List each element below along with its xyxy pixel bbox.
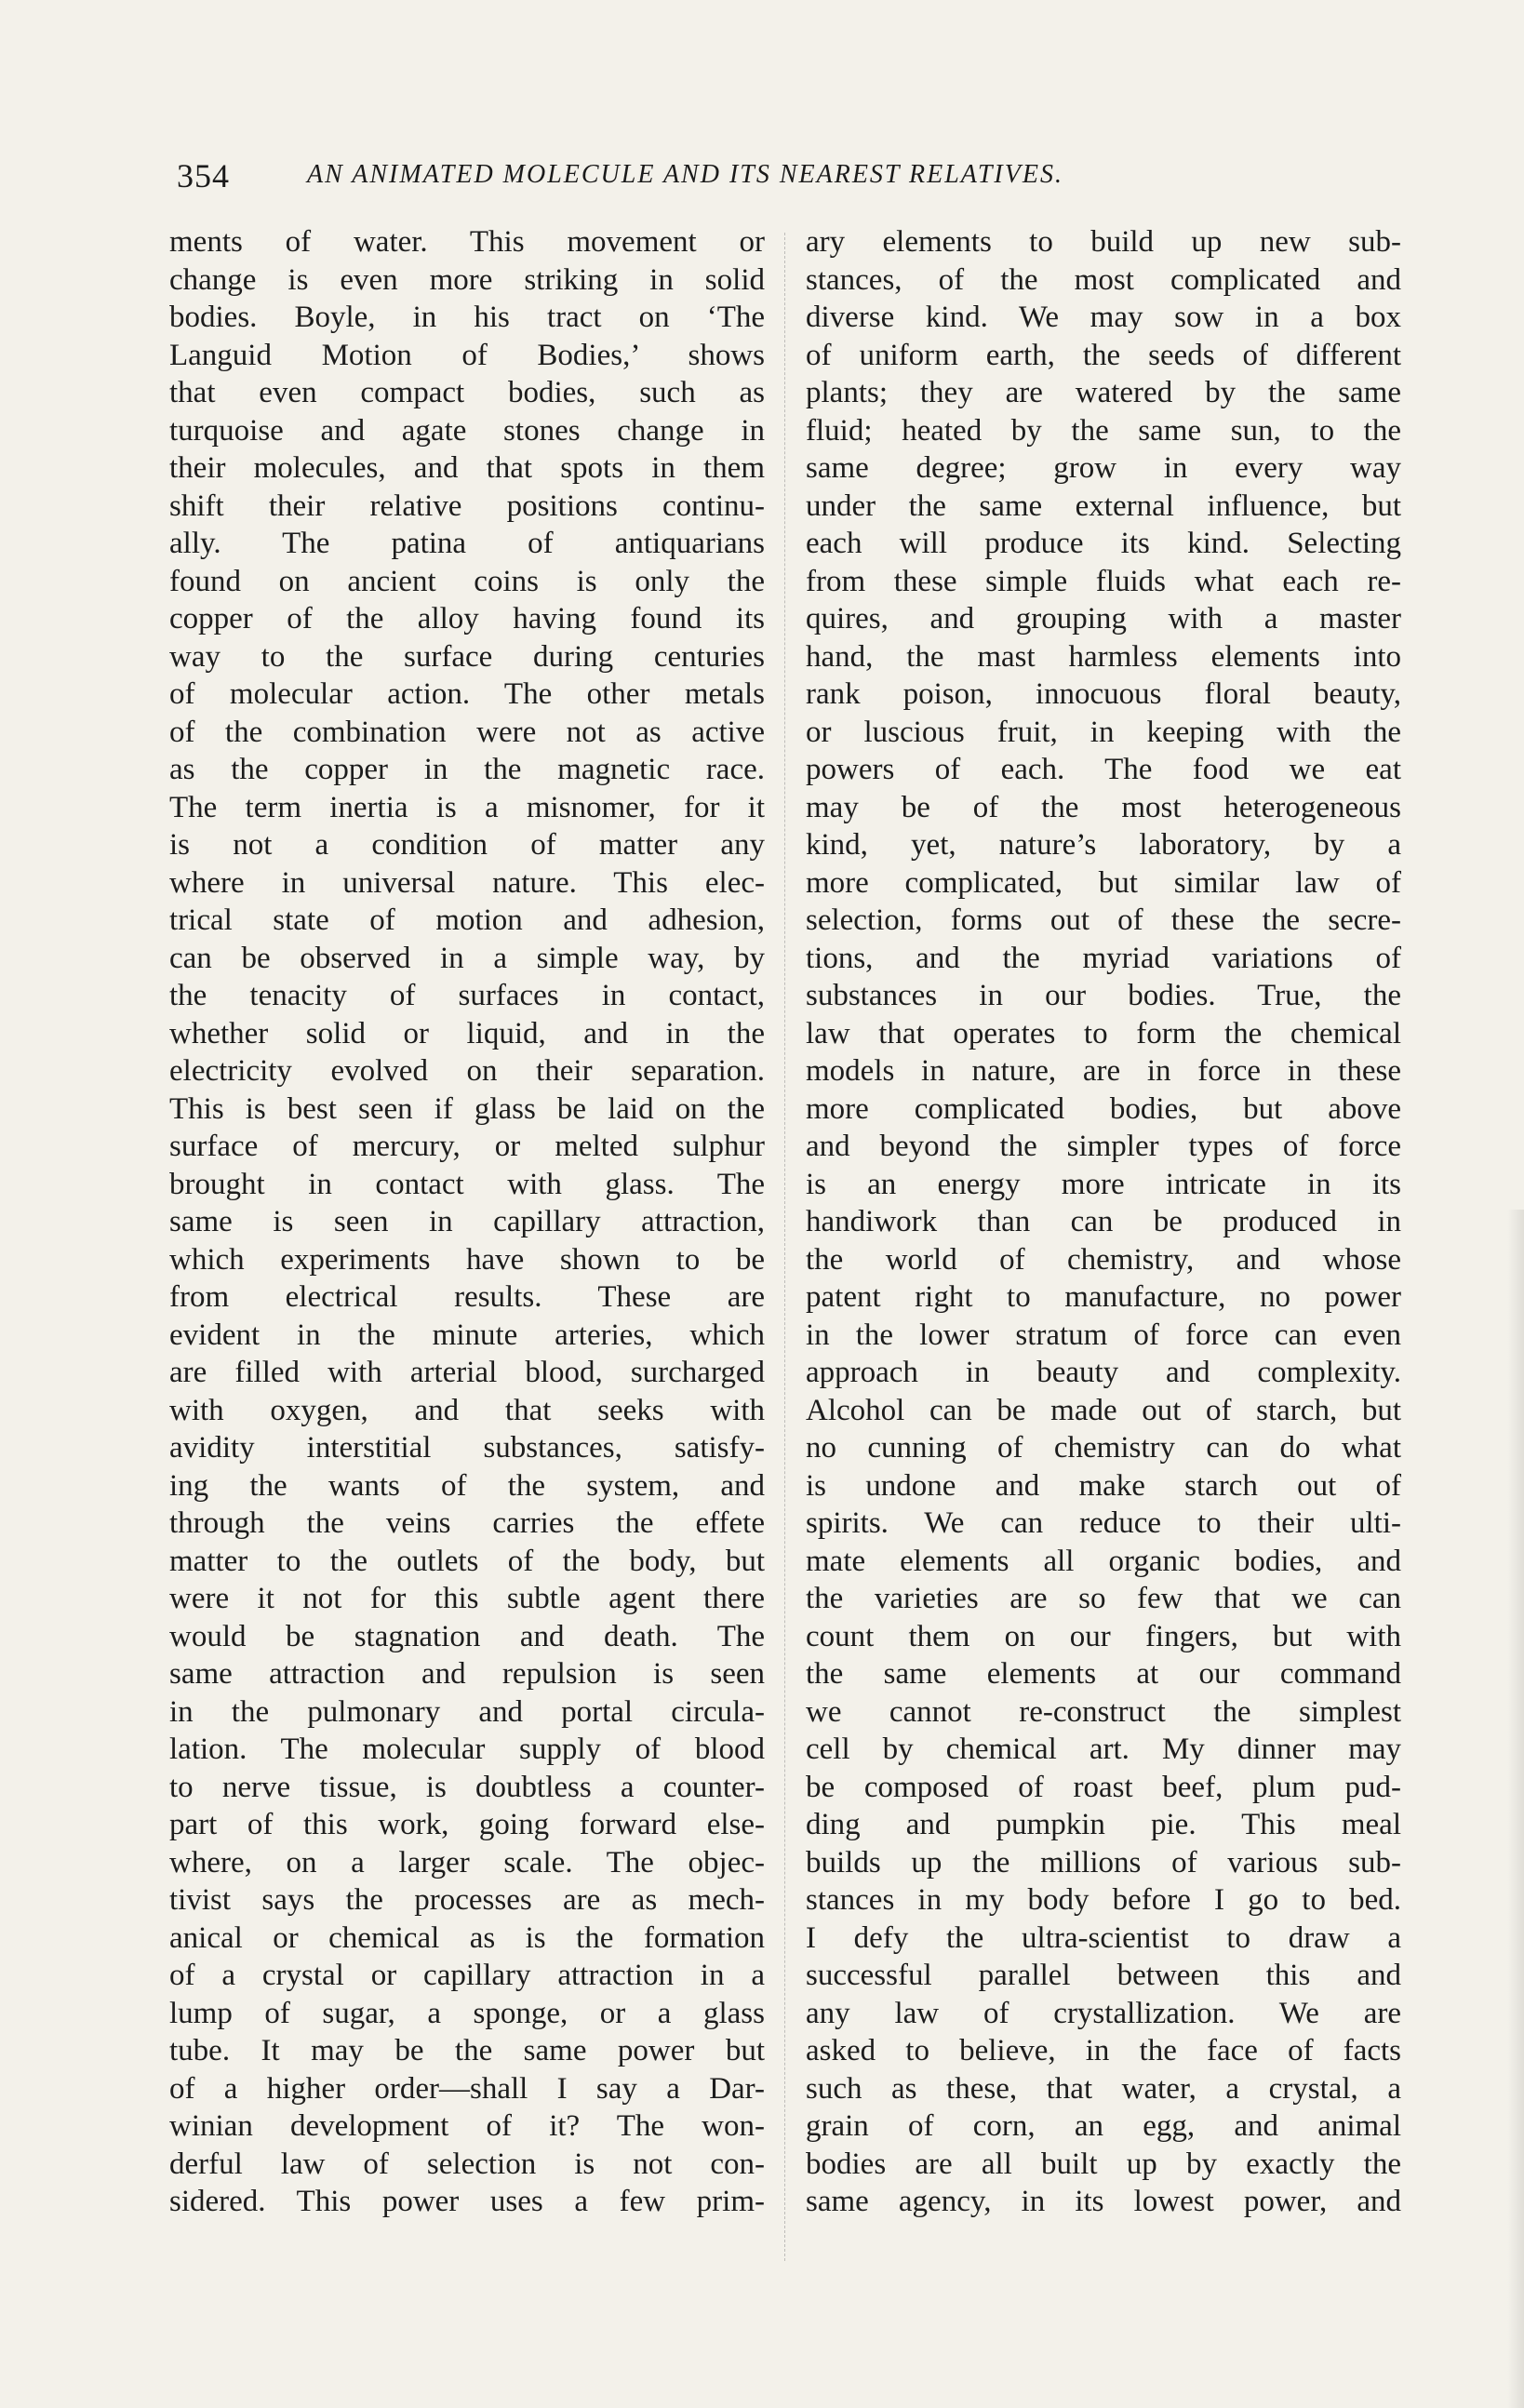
text-line: lump of sugar, a sponge, or a glass bbox=[169, 1996, 765, 2030]
text-line: derful law of selection is not con- bbox=[169, 2147, 765, 2181]
text-line: lation. The molecular supply of blood bbox=[169, 1732, 765, 1766]
text-line: be composed of roast beef, plum pud- bbox=[806, 1770, 1401, 1804]
text-line: ding and pumpkin pie. This meal bbox=[806, 1808, 1401, 1841]
text-line: where in universal nature. This elec- bbox=[169, 865, 765, 900]
text-line: ary elements to build up new sub- bbox=[806, 225, 1401, 259]
text-line: or luscious fruit, in keeping with the bbox=[806, 715, 1401, 749]
text-line: successful parallel between this and bbox=[806, 1959, 1401, 1992]
text-line: This is best seen if glass be laid on the bbox=[169, 1091, 765, 1126]
text-line: shift their relative positions continu- bbox=[169, 488, 765, 523]
text-line: each will produce its kind. Selecting bbox=[806, 527, 1401, 560]
text-line: Alcohol can be made out of starch, but bbox=[806, 1393, 1401, 1427]
column-divider bbox=[784, 233, 785, 2261]
text-line: way to the surface during centuries bbox=[169, 639, 765, 674]
text-line: through the veins carries the effete bbox=[169, 1506, 765, 1540]
page-edge-shadow bbox=[1507, 1210, 1524, 2408]
text-line: with oxygen, and that seeks with bbox=[169, 1393, 765, 1427]
text-line: count them on our fingers, but with bbox=[806, 1619, 1401, 1653]
text-line: models in nature, are in force in these bbox=[806, 1054, 1401, 1088]
text-line: surface of mercury, or melted sulphur bbox=[169, 1130, 765, 1163]
text-line: fluid; heated by the same sun, to the bbox=[806, 413, 1401, 448]
left-column bbox=[169, 223, 765, 2221]
text-line: asked to believe, in the face of facts bbox=[806, 2034, 1401, 2067]
text-line: Languid Motion of Bodies,’ shows bbox=[169, 338, 765, 372]
text-line: mate elements all organic bodies, and bbox=[806, 1544, 1401, 1578]
text-line: such as these, that water, a crystal, a bbox=[806, 2071, 1401, 2106]
text-line: quires, and grouping with a master bbox=[806, 602, 1401, 635]
text-line: substances in our bodies. True, the bbox=[806, 979, 1401, 1012]
text-line: spirits. We can reduce to their ulti- bbox=[806, 1506, 1401, 1540]
text-line: stances, of the most complicated and bbox=[806, 262, 1401, 297]
text-line: trical state of motion and adhesion, bbox=[169, 903, 765, 937]
text-line: we cannot re-construct the simplest bbox=[806, 1694, 1401, 1729]
text-line: matter to the outlets of the body, but bbox=[169, 1544, 765, 1578]
text-line: patent right to manufacture, no power bbox=[806, 1280, 1401, 1314]
text-line: is not a condition of matter any bbox=[169, 828, 765, 862]
text-line: The term inertia is a misnomer, for it bbox=[169, 790, 765, 824]
text-line: are filled with arterial blood, surcharged bbox=[169, 1356, 765, 1389]
text-line: same agency, in its lowest power, and bbox=[806, 2185, 1401, 2218]
text-line: cell by chemical art. My dinner may bbox=[806, 1732, 1401, 1766]
text-line: the world of chemistry, and whose bbox=[806, 1242, 1401, 1277]
text-line: and beyond the simpler types of force bbox=[806, 1130, 1401, 1163]
text-line: tivist says the processes are as mech- bbox=[169, 1883, 765, 1917]
text-line: where, on a larger scale. The objec- bbox=[169, 1845, 765, 1880]
text-line: ing the wants of the system, and bbox=[169, 1468, 765, 1503]
text-line: from electrical results. These are bbox=[169, 1280, 765, 1314]
text-line: whether solid or liquid, and in the bbox=[169, 1016, 765, 1050]
text-line: ally. The patina of antiquarians bbox=[169, 527, 765, 560]
text-line: change is even more striking in solid bbox=[169, 262, 765, 297]
text-line: approach in beauty and complexity. bbox=[806, 1356, 1401, 1389]
text-line: tions, and the myriad variations of bbox=[806, 941, 1401, 975]
running-title: AN ANIMATED MOLECULE AND ITS NEAREST RELATIVES. bbox=[307, 160, 1063, 189]
text-line: in the pulmonary and portal circula- bbox=[169, 1694, 765, 1729]
text-line: would be stagnation and death. The bbox=[169, 1619, 765, 1653]
text-line: same degree; grow in every way bbox=[806, 451, 1401, 485]
text-line: handiwork than can be produced in bbox=[806, 1205, 1401, 1238]
text-line: turquoise and agate stones change in bbox=[169, 413, 765, 448]
text-line: under the same external influence, but bbox=[806, 488, 1401, 523]
text-line: to nerve tissue, is doubtless a counter- bbox=[169, 1770, 765, 1804]
right-column bbox=[806, 223, 1401, 2221]
text-line: builds up the millions of various sub- bbox=[806, 1845, 1401, 1880]
text-line: sidered. This power uses a few prim- bbox=[169, 2185, 765, 2218]
text-line: of a crystal or capillary attraction in a bbox=[169, 1959, 765, 1992]
text-line: that even compact bodies, such as bbox=[169, 376, 765, 409]
text-line: from these simple fluids what each re- bbox=[806, 564, 1401, 598]
text-line: of uniform earth, the seeds of different bbox=[806, 338, 1401, 372]
text-line: diverse kind. We may sow in a box bbox=[806, 301, 1401, 334]
text-line: anical or chemical as is the formation bbox=[169, 1920, 765, 1955]
text-line: rank poison, innocuous floral beauty, bbox=[806, 677, 1401, 711]
text-line: stances in my body before I go to bed. bbox=[806, 1883, 1401, 1917]
text-line: found on ancient coins is only the bbox=[169, 564, 765, 598]
text-line: of molecular action. The other metals bbox=[169, 677, 765, 711]
text-line: of a higher order—shall I say a Dar- bbox=[169, 2071, 765, 2106]
text-line: bodies. Boyle, in his tract on ‘The bbox=[169, 301, 765, 334]
text-line: same is seen in capillary attraction, bbox=[169, 1205, 765, 1238]
text-line: avidity interstitial substances, satisfy- bbox=[169, 1431, 765, 1465]
text-line: can be observed in a simple way, by bbox=[169, 941, 765, 975]
text-line: kind, yet, nature’s laboratory, by a bbox=[806, 828, 1401, 862]
text-line: copper of the alloy having found its bbox=[169, 602, 765, 635]
text-line: part of this work, going forward else- bbox=[169, 1808, 765, 1841]
text-line: same attraction and repulsion is seen bbox=[169, 1657, 765, 1691]
text-line: their molecules, and that spots in them bbox=[169, 451, 765, 485]
text-line: ments of water. This movement or bbox=[169, 225, 765, 259]
text-line: plants; they are watered by the same bbox=[806, 376, 1401, 409]
text-line: more complicated, but similar law of bbox=[806, 865, 1401, 900]
text-line: more complicated bodies, but above bbox=[806, 1091, 1401, 1126]
text-line: the tenacity of surfaces in contact, bbox=[169, 979, 765, 1012]
text-line: powers of each. The food we eat bbox=[806, 753, 1401, 786]
text-line: which experiments have shown to be bbox=[169, 1242, 765, 1277]
text-line: no cunning of chemistry can do what bbox=[806, 1431, 1401, 1465]
text-line: law that operates to form the chemical bbox=[806, 1016, 1401, 1050]
text-line: the same elements at our command bbox=[806, 1657, 1401, 1691]
text-line: of the combination were not as active bbox=[169, 715, 765, 749]
text-line: electricity evolved on their separation. bbox=[169, 1054, 765, 1088]
text-line: any law of crystallization. We are bbox=[806, 1996, 1401, 2030]
text-line: may be of the most heterogeneous bbox=[806, 790, 1401, 824]
text-line: the varieties are so few that we can bbox=[806, 1582, 1401, 1615]
text-line: I defy the ultra-scientist to draw a bbox=[806, 1920, 1401, 1955]
text-line: is an energy more intricate in its bbox=[806, 1167, 1401, 1201]
page-header bbox=[177, 156, 1293, 203]
text-line: bodies are all built up by exactly the bbox=[806, 2147, 1401, 2181]
text-line: is undone and make starch out of bbox=[806, 1468, 1401, 1503]
text-line: grain of corn, an egg, and animal bbox=[806, 2109, 1401, 2143]
text-line: tube. It may be the same power but bbox=[169, 2034, 765, 2067]
text-line: as the copper in the magnetic race. bbox=[169, 753, 765, 786]
page-number: 354 bbox=[177, 157, 230, 194]
text-line: evident in the minute arteries, which bbox=[169, 1318, 765, 1352]
text-line: selection, forms out of these the secre- bbox=[806, 903, 1401, 937]
text-line: brought in contact with glass. The bbox=[169, 1167, 765, 1201]
text-line: were it not for this subtle agent there bbox=[169, 1582, 765, 1615]
text-line: hand, the mast harmless elements into bbox=[806, 639, 1401, 674]
text-line: in the lower stratum of force can even bbox=[806, 1318, 1401, 1352]
text-line: winian development of it? The won- bbox=[169, 2109, 765, 2143]
